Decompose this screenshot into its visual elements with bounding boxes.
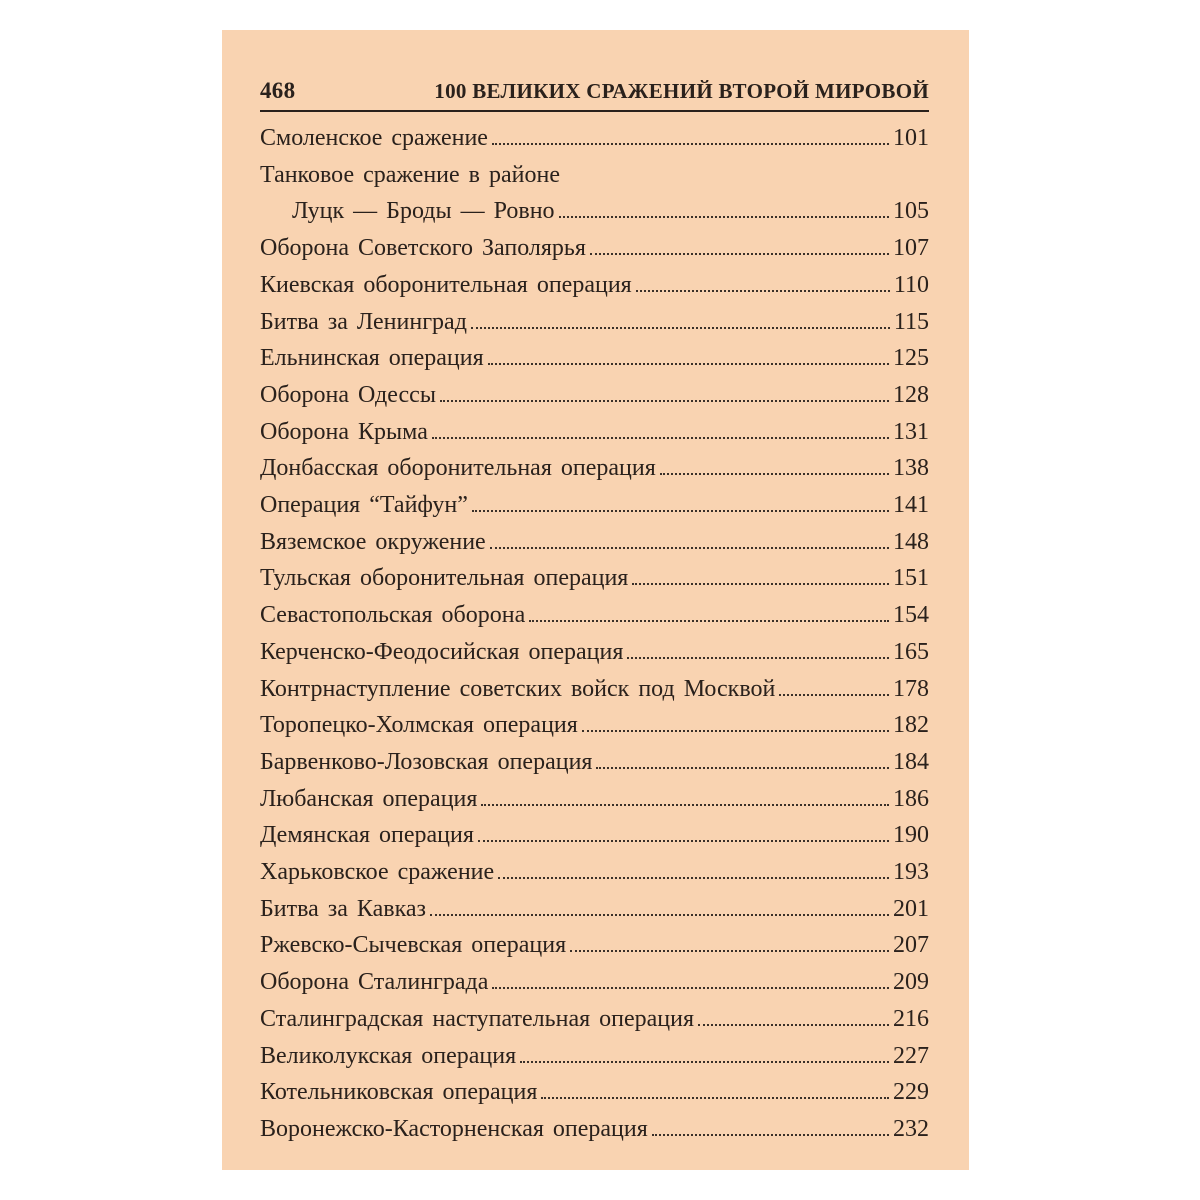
toc-entry-page: 227 [893, 1042, 929, 1069]
dot-leader [492, 143, 889, 145]
toc-entry [260, 1111, 929, 1148]
dot-leader [490, 547, 889, 549]
table-of-contents [260, 120, 929, 1148]
toc-entry-page: 190 [893, 822, 929, 849]
dot-leader [559, 216, 889, 218]
dot-leader [627, 657, 889, 659]
toc-entry-title: Вяземское окружение [260, 528, 486, 555]
dot-leader [520, 1061, 889, 1063]
dot-leader [652, 1134, 889, 1136]
toc-entry [260, 671, 929, 708]
toc-entry-title: Луцк — Броды — Ровно [292, 198, 555, 225]
toc-entry-title: Киевская оборонительная операция [260, 271, 632, 298]
toc-entry-title: Оборона Советского Заполярья [260, 235, 586, 262]
toc-entry-title: Оборона Одессы [260, 381, 436, 408]
page-number: 468 [260, 78, 296, 103]
toc-entry-page: 216 [893, 1005, 929, 1032]
toc-entry-title: Смоленское сражение [260, 125, 488, 151]
dot-leader [472, 510, 889, 512]
toc-entry-page: 107 [893, 235, 929, 262]
toc-entry [260, 1001, 929, 1038]
toc-entry-page: 209 [893, 969, 929, 996]
toc-entry [260, 487, 929, 524]
dot-leader [498, 877, 889, 879]
toc-entry-page: 141 [893, 492, 929, 519]
toc-entry-title: Торопецко-Холмская операция [260, 712, 578, 739]
toc-entry-page: 207 [893, 932, 929, 959]
dot-leader [636, 290, 890, 292]
toc-entry-page: 101 [893, 125, 929, 151]
toc-entry-page: 229 [893, 1079, 929, 1106]
dot-leader [660, 473, 889, 475]
toc-entry-title: Битва за Ленинград [260, 308, 467, 335]
toc-entry-page: 201 [893, 895, 929, 922]
toc-entry-title: Битва за Кавказ [260, 895, 427, 922]
toc-entry-title: Донбасская оборонительная операция [260, 455, 656, 482]
toc-entry [260, 230, 929, 267]
running-header [260, 78, 929, 112]
book-page [222, 30, 969, 1170]
toc-entry [260, 377, 929, 414]
toc-entry-page: 105 [893, 198, 929, 225]
toc-entry [260, 781, 929, 818]
dot-leader [432, 437, 889, 439]
dot-leader [492, 987, 889, 989]
toc-entry [260, 854, 929, 891]
toc-entry-title: Ельнинская операция [260, 345, 484, 372]
toc-entry-title: Котельниковская операция [260, 1079, 538, 1106]
toc-entry [260, 927, 929, 964]
toc-entry-title: Севастопольская оборона [260, 602, 526, 629]
toc-entry-title: Контрнаступление советских войск под Москвой [260, 675, 776, 702]
toc-entry [260, 1074, 929, 1111]
toc-entry-title: Демянская операция [260, 822, 474, 849]
book-title: 100 ВЕЛИКИХ СРАЖЕНИЙ ВТОРОЙ МИРОВОЙ [434, 79, 929, 103]
toc-entry [260, 340, 929, 377]
toc-entry-title: Операция “Тайфун” [260, 492, 468, 519]
dot-leader [471, 327, 890, 329]
toc-entry-title: Любанская операция [260, 785, 478, 812]
dot-leader [478, 840, 889, 842]
toc-entry [260, 744, 929, 781]
toc-entry [260, 634, 929, 671]
toc-entry-page: 186 [893, 785, 929, 812]
dot-leader [698, 1024, 889, 1026]
toc-entry [260, 597, 929, 634]
toc-entry-page: 165 [893, 638, 929, 665]
toc-entry [260, 964, 929, 1001]
toc-entry-page: 138 [893, 455, 929, 482]
toc-entry [260, 267, 929, 304]
toc-entry-title: Ржевско-Сычевская операция [260, 932, 567, 959]
toc-entry-title: Танковое сражение в районе [260, 161, 560, 188]
toc-entry [260, 450, 929, 487]
toc-entry-title: Керченско-Феодосийская операция [260, 638, 624, 665]
toc-entry-page: 110 [893, 271, 929, 298]
toc-entry [260, 560, 929, 597]
dot-leader [481, 804, 889, 806]
dot-leader [570, 950, 889, 952]
toc-entry [260, 817, 929, 854]
toc-entry-page: 148 [893, 528, 929, 555]
dot-leader [632, 583, 889, 585]
dot-leader [440, 400, 889, 402]
toc-entry-page: 154 [893, 602, 929, 629]
toc-entry [260, 524, 929, 561]
toc-entry-page: 193 [893, 859, 929, 886]
dot-leader [541, 1097, 889, 1099]
toc-entry-page: 115 [893, 308, 929, 335]
toc-entry-page: 184 [893, 748, 929, 775]
toc-entry [260, 891, 929, 928]
toc-entry [260, 157, 929, 230]
dot-leader [430, 914, 889, 916]
dot-leader [529, 620, 889, 622]
toc-entry [260, 304, 929, 341]
toc-entry-title: Тульская оборонительная операция [260, 565, 629, 592]
toc-entry-page: 182 [893, 712, 929, 739]
dot-leader [779, 694, 889, 696]
toc-entry-title: Оборона Крыма [260, 418, 428, 445]
toc-entry-title: Воронежско-Касторненская операция [260, 1115, 648, 1142]
toc-entry [260, 414, 929, 451]
toc-entry-title: Харьковское сражение [260, 859, 495, 886]
dot-leader [590, 253, 889, 255]
toc-entry-title: Оборона Сталинграда [260, 969, 489, 996]
toc-entry-page: 131 [893, 418, 929, 445]
toc-entry [260, 707, 929, 744]
dot-leader [582, 730, 889, 732]
toc-entry-title: Великолукская операция [260, 1042, 517, 1069]
toc-entry-page: 232 [893, 1115, 929, 1142]
dot-leader [596, 767, 889, 769]
toc-entry-title: Барвенково-Лозовская операция [260, 748, 593, 775]
toc-entry-line2 [260, 193, 929, 230]
toc-entry-page: 178 [893, 675, 929, 702]
toc-entry [260, 1038, 929, 1075]
toc-entry-title: Сталинградская наступательная операция [260, 1005, 695, 1032]
toc-entry-page: 151 [893, 565, 929, 592]
toc-entry-page: 128 [893, 381, 929, 408]
dot-leader [488, 363, 889, 365]
toc-entry-page: 125 [893, 345, 929, 372]
toc-entry [260, 120, 929, 157]
